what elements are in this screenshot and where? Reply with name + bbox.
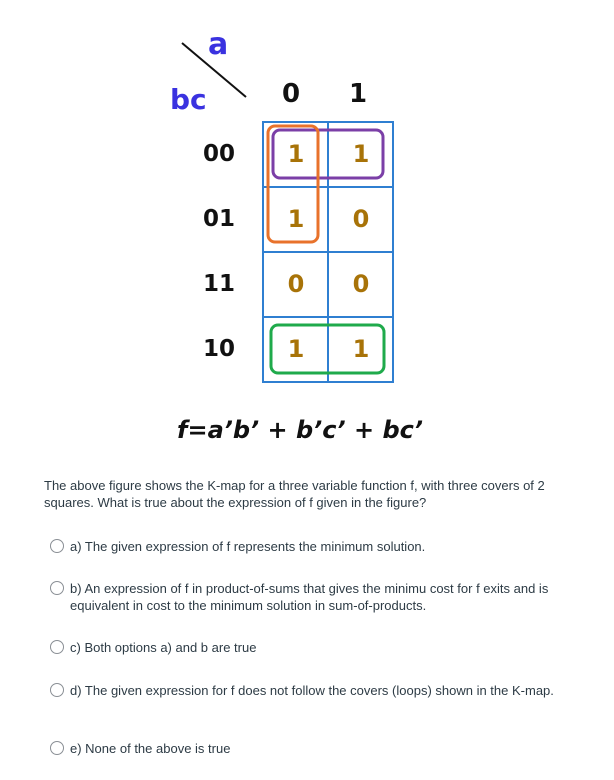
kmap-figure (150, 25, 450, 445)
kmap-cell-00-1: 1 (352, 140, 370, 168)
kmap-cell-10-1: 1 (352, 335, 370, 363)
kmap-cell-00-0: 1 (287, 140, 305, 168)
kmap-col-header-0: 0 (282, 79, 301, 109)
option-e-radio[interactable] (50, 741, 64, 755)
option-b-radio[interactable] (50, 581, 64, 595)
option-b-label[interactable]: b) An expression of f in product-of-sums that gives the minimu cost for f exits and is equivalent in cost to the minimum solution in sum-of-products. (70, 581, 549, 613)
kmap-cell-11-1: 0 (352, 270, 370, 298)
option-a-radio[interactable] (50, 539, 64, 553)
option-a-label[interactable]: a) The given expression of f represents the minimum solution. (70, 539, 426, 554)
option-d-label[interactable]: d) The given expression for f does not follow the covers (loops) shown in the K-map. (70, 683, 554, 698)
kmap-row-header-11: 11 (203, 271, 236, 297)
kmap-cell-01-0: 1 (287, 205, 305, 233)
function-expression: f=a’b’ + b’c’ + bc’ (177, 416, 423, 444)
kmap-row-header-01: 01 (203, 206, 236, 232)
kmap-cell-01-1: 0 (352, 205, 370, 233)
kmap-col-header-1: 1 (349, 79, 368, 109)
kmap-variable-bc: bc (170, 83, 207, 116)
question-text: The above figure shows the K-map for a three variable function f, with three covers of 2 squares. What is true about the expression of f given in the figure? (44, 478, 545, 510)
kmap-cell-11-0: 0 (287, 270, 305, 298)
kmap-cell-10-0: 1 (287, 335, 305, 363)
kmap-row-header-10: 10 (203, 336, 236, 362)
option-e-label[interactable]: e) None of the above is true (70, 741, 231, 756)
option-d-radio[interactable] (50, 683, 64, 697)
kmap-row-header-00: 00 (203, 141, 236, 167)
option-c-label[interactable]: c) Both options a) and b are true (70, 640, 257, 655)
option-c-radio[interactable] (50, 640, 64, 654)
kmap-variable-a: a (208, 27, 229, 62)
